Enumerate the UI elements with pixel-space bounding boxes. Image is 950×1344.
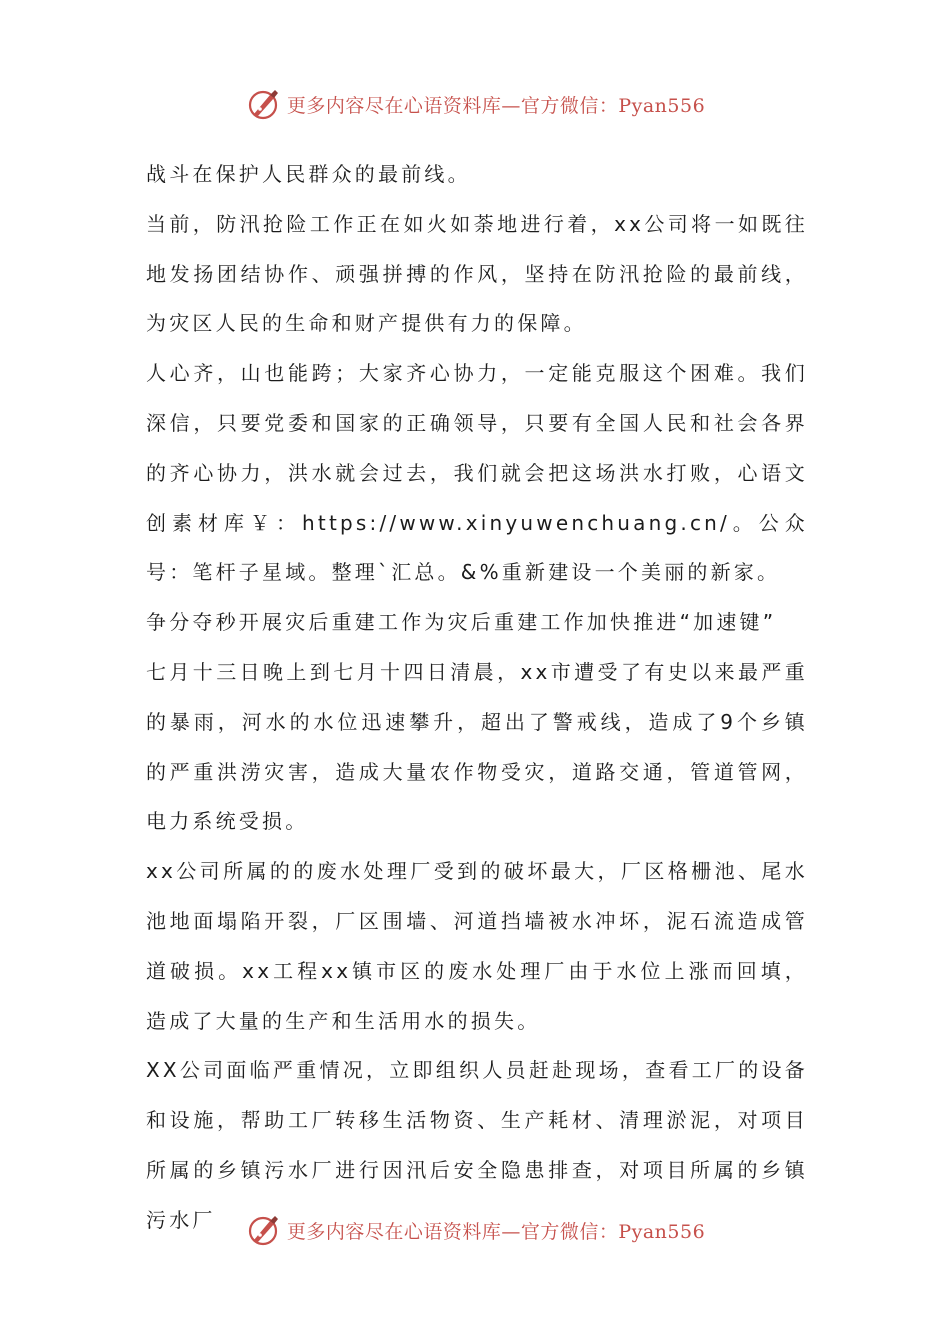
- document-body: [146, 150, 808, 1246]
- footer-banner: [0, 1206, 950, 1254]
- paragraph: XX公司面临严重情况，立即组织人员赶赴现场，查看工厂的设备和设施，帮助工厂转移生活物资、生产耗材、清理淤泥，对项目所属的乡镇污水厂进行因汛后安全隐患排查，对项目所属的乡镇污水厂: [146, 1058, 808, 1232]
- header-banner-text: 更多内容尽在心语资料库—官方微信：Pyan556: [286, 94, 706, 117]
- paragraph: 战斗在保护人民群众的最前线。: [146, 162, 471, 186]
- paragraph: 七月十三日晚上到七月十四日清晨，xx市遭受了有史以来最严重的暴雨，河水的水位迅速攀升，超出了警戒线，造成了9个乡镇的严重洪涝灾害，造成大量农作物受灾，道路交通，管道管网，电力系统受损。: [146, 659, 808, 834]
- pen-nib-circle-icon: [245, 1212, 281, 1248]
- footer-banner-text: 更多内容尽在心语资料库—官方微信：Pyan556: [286, 1220, 706, 1243]
- paragraph: 人心齐，山也能跨；大家齐心协力，一定能克服这个困难。我们深信，只要党委和国家的正确领导，只要有全国人民和社会各界的齐心协力，洪水就会过去，我们就会把这场洪水打败，心语文创素材库￥：https://www.xinyuwenchuang.cn/。公众号：笔杆子星域。整理`汇总。&%重新建设一个美丽的新家。: [146, 361, 808, 585]
- paragraph: xx公司所属的的废水处理厂受到的破坏最大，厂区格栅池、尾水池地面塌陷开裂，厂区围墙、河道挡墙被水冲坏，泥石流造成管道破损。xx工程xx镇市区的废水处理厂由于水位上涨而回填，造成了大量的生产和生活用水的损失。: [146, 859, 808, 1033]
- paragraph: 当前，防汛抢险工作正在如火如荼地进行着，xx公司将一如既往地发扬团结协作、顽强拼搏的作风，坚持在防汛抢险的最前线，为灾区人民的生命和财产提供有力的保障。: [146, 211, 808, 336]
- header-banner: [0, 80, 950, 128]
- pen-nib-circle-icon: [245, 86, 281, 122]
- section-heading: 争分夺秒开展灾后重建工作为灾后重建工作加快推进“加速键”: [146, 610, 777, 635]
